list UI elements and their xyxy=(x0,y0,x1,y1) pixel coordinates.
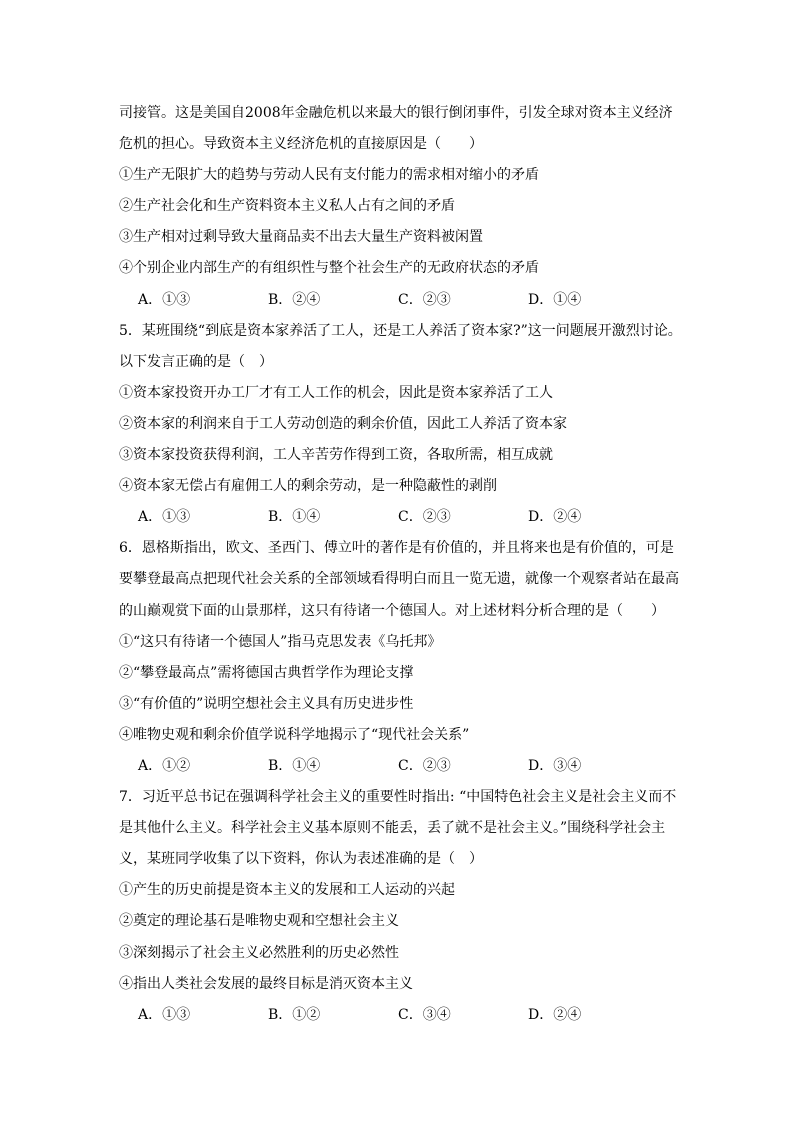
statement-item: ④资本家无偿占有雇佣工人的剩余劳动，是一种隐蔽性的剥削 xyxy=(119,478,497,495)
answer-options xyxy=(119,502,689,533)
question-stem-line: 义，某班同学收集了以下资料，你认为表述准确的是（ ） xyxy=(119,851,483,868)
option-c: C．②③ xyxy=(398,757,451,774)
option-b: B．①④ xyxy=(268,509,321,526)
option-b: B．②④ xyxy=(268,291,321,308)
option-b: B．①④ xyxy=(268,757,321,774)
option-c: C．②③ xyxy=(398,291,451,308)
option-a: A．①③ xyxy=(138,291,191,308)
option-c: C．③④ xyxy=(398,1006,451,1023)
statement-item: ②奠定的理论基石是唯物史观和空想社会主义 xyxy=(119,913,399,930)
statement-item: ②“攀登最高点”需将德国古典哲学作为理论支撑 xyxy=(119,664,414,681)
question-6 xyxy=(119,533,689,782)
option-a: A．①② xyxy=(138,757,191,774)
statement-item: ③生产相对过剩导致大量商品卖不出去大量生产资料被闲置 xyxy=(119,229,483,246)
statement-item: ③深刻揭示了社会主义必然胜利的历史必然性 xyxy=(119,944,399,961)
option-c: C．②③ xyxy=(398,509,451,526)
question-stem-line: 是其他什么主义。科学社会主义基本原则不能丢，丢了就不是社会主义。”围绕科学社会主 xyxy=(119,820,666,837)
option-d: D．③④ xyxy=(528,757,582,774)
question-stem-line: 危机的担心。导致资本主义经济危机的直接原因是（ ） xyxy=(119,136,483,153)
option-a: A．①③ xyxy=(138,1006,191,1023)
answer-options xyxy=(119,751,689,782)
statement-item: ①产生的历史前提是资本主义的发展和工人运动的兴起 xyxy=(119,882,455,899)
statement-item: ④个别企业内部生产的有组织性与整个社会生产的无政府状态的矛盾 xyxy=(119,260,539,277)
statement-item: ④唯物史观和剩余价值学说科学地揭示了“现代社会关系” xyxy=(119,726,470,743)
question-stem-line: 6．恩格斯指出，欧文、圣西门、傅立叶的著作是有价值的，并且将来也是有价值的，可是 xyxy=(119,540,674,557)
question-stem-line: 司接管。这是美国自2008年金融危机以来最大的银行倒闭事件，引发全球对资本主义经济 xyxy=(119,105,673,121)
statement-item: ①资本家投资开办工厂才有工人工作的机会，因此是资本家养活了工人 xyxy=(119,384,553,401)
question-4-continued xyxy=(119,98,689,316)
question-stem-line: 的山巅观赏下面的山景那样，这只有待诸一个德国人。对上述材料分析合理的是（ ） xyxy=(119,602,665,619)
statement-item: ③资本家投资获得利润，工人辛苦劳作得到工资，各取所需，相互成就 xyxy=(119,447,553,464)
question-stem-line: 要攀登最高点把现代社会关系的全部领域看得明白而且一览无遗，就像一个观察者站在最高 xyxy=(119,571,679,588)
option-d: D．②④ xyxy=(528,509,582,526)
statement-item: ③“有价值的”说明空想社会主义具有历史进步性 xyxy=(119,695,414,712)
statement-item: ①生产无限扩大的趋势与劳动人民有支付能力的需求相对缩小的矛盾 xyxy=(119,167,539,184)
statement-item: ④指出人类社会发展的最终目标是消灭资本主义 xyxy=(119,975,413,992)
question-stem-line: 7．习近平总书记在强调科学社会主义的重要性时指出: “中国特色社会主义是社会主义而不 xyxy=(119,789,677,806)
statement-item: ②生产社会化和生产资料资本主义私人占有之间的矛盾 xyxy=(119,198,455,215)
option-d: D．②④ xyxy=(528,1006,582,1023)
option-a: A．①③ xyxy=(138,509,191,526)
question-content xyxy=(119,98,689,1031)
question-stem-line: 5．某班围绕“到底是资本家养活了工人，还是工人养活了资本家?”这一问题展开激烈讨论。 xyxy=(119,322,682,339)
statement-item: ②资本家的利润来自于工人劳动创造的剩余价值，因此工人养活了资本家 xyxy=(119,415,567,432)
question-7 xyxy=(119,782,689,1031)
option-b: B．①② xyxy=(268,1006,321,1023)
answer-options xyxy=(119,1000,689,1031)
statement-item: ①“这只有待诸一个德国人”指马克思发表《乌托邦》 xyxy=(119,633,442,650)
question-5 xyxy=(119,316,689,534)
answer-options xyxy=(119,285,689,316)
question-stem-line: 以下发言正确的是（ ） xyxy=(119,353,273,370)
option-d: D．①④ xyxy=(528,291,582,308)
